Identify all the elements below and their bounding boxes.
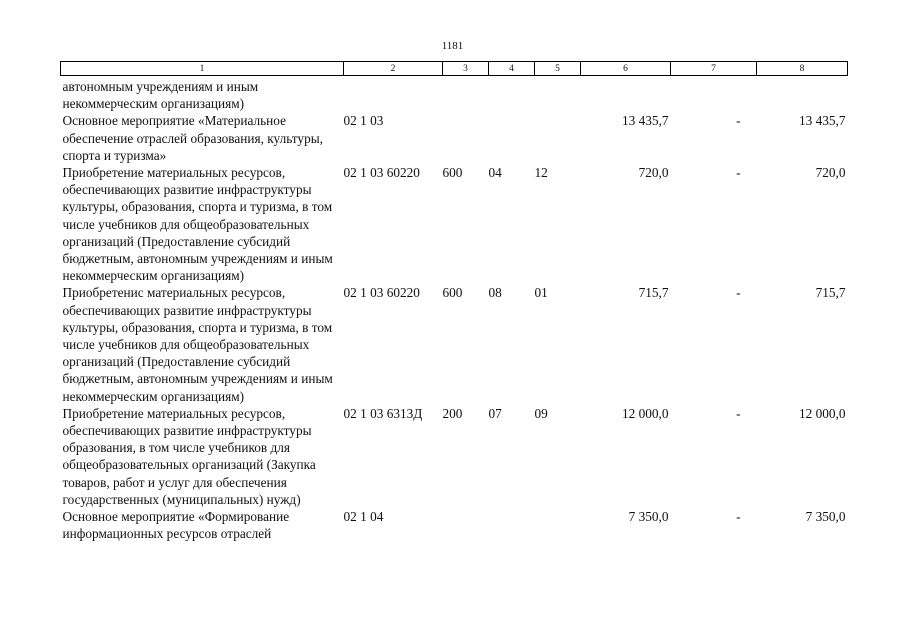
column-header-5: 5 <box>535 62 581 76</box>
row-sum-2: - <box>736 405 741 421</box>
row-vr: 200 <box>442 405 463 421</box>
table-row <box>61 76 848 113</box>
row-pr: 12 <box>534 165 548 181</box>
table-row <box>61 508 848 542</box>
row-sum-1 <box>581 76 671 113</box>
row-code: 02 1 04 <box>343 509 384 525</box>
row-code: 02 1 03 60220 <box>343 285 420 301</box>
row-name: Основное мероприятие «Материальное обеспечение отраслей образования, культуры, спорта и туризма» <box>62 113 323 163</box>
row-sum-3: 7 350,0 <box>805 509 846 525</box>
row-vr <box>443 76 489 113</box>
row-name: автономным учреждениям и иным некоммерческим организациям) <box>62 79 259 112</box>
row-sum-3 <box>757 76 848 113</box>
row-sum-2: - <box>736 113 741 129</box>
column-number-row <box>61 62 848 76</box>
row-name: Приобретение материальных ресурсов, обеспечивающих развитие инфраструктуры культуры, образования, спорта и туризма, в том числе учебников для общеобразовательных организаций (Предоставление субсидий бюджетным, автономным учреждениям и иным некоммерческим организациям) <box>62 165 333 284</box>
table-header <box>61 62 848 76</box>
row-sum-1: 720,0 <box>638 165 669 181</box>
row-code: 02 1 03 6313Д <box>343 405 423 421</box>
row-rz: 07 <box>488 405 502 421</box>
column-header-8: 8 <box>757 62 848 76</box>
row-vr: 600 <box>442 165 463 181</box>
row-rz <box>489 76 535 113</box>
column-header-4: 4 <box>489 62 535 76</box>
column-header-1: 1 <box>61 62 344 76</box>
row-vr <box>443 508 489 542</box>
budget-table <box>60 61 848 542</box>
row-code <box>344 76 443 113</box>
row-pr <box>535 508 581 542</box>
row-pr: 09 <box>534 405 548 421</box>
row-rz <box>489 112 535 164</box>
row-sum-1: 13 435,7 <box>621 113 669 129</box>
table-body <box>61 76 848 543</box>
page-number: 1181 <box>441 40 464 52</box>
row-code: 02 1 03 <box>343 113 384 129</box>
row-sum-3: 715,7 <box>815 285 846 301</box>
table-row <box>61 405 848 508</box>
row-pr <box>535 112 581 164</box>
row-sum-2: - <box>736 285 741 301</box>
column-header-2: 2 <box>344 62 443 76</box>
row-name: Основное мероприятие «Формирование информационных ресурсов отраслей <box>62 509 290 542</box>
table-row <box>61 164 848 284</box>
row-sum-2: - <box>736 165 741 181</box>
row-rz <box>489 508 535 542</box>
row-sum-2: - <box>736 509 741 525</box>
row-sum-1: 12 000,0 <box>621 405 669 421</box>
row-vr: 600 <box>442 285 463 301</box>
row-pr <box>535 76 581 113</box>
row-sum-3: 12 000,0 <box>798 405 846 421</box>
column-header-6: 6 <box>581 62 671 76</box>
row-rz: 08 <box>488 285 502 301</box>
row-name: Приобретенис материальных ресурсов, обеспечивающих развитие инфраструктуры культуры, образования, спорта и туризма, в том числе учебников для общеобразовательных организаций (Предоставление субсидий бюджетным, автономным учреждениям и иным некоммерческим организациям) <box>62 285 333 404</box>
row-sum-1: 7 350,0 <box>628 509 669 525</box>
row-name: Приобретение материальных ресурсов, обеспечивающих развитие инфраструктуры образования, в том числе учебников для общеобразовательных организаций (Закупка товаров, работ и услуг для обеспечения государственных (муниципальных) нужд) <box>62 405 316 507</box>
row-sum-1: 715,7 <box>638 285 669 301</box>
row-sum-2 <box>671 76 757 113</box>
row-pr: 01 <box>534 285 548 301</box>
row-sum-3: 13 435,7 <box>798 113 846 129</box>
table-row <box>61 284 848 404</box>
column-header-7: 7 <box>671 62 757 76</box>
row-rz: 04 <box>488 165 502 181</box>
column-header-3: 3 <box>443 62 489 76</box>
table-row <box>61 112 848 164</box>
row-code: 02 1 03 60220 <box>343 165 420 181</box>
row-sum-3: 720,0 <box>815 165 846 181</box>
row-vr <box>443 112 489 164</box>
